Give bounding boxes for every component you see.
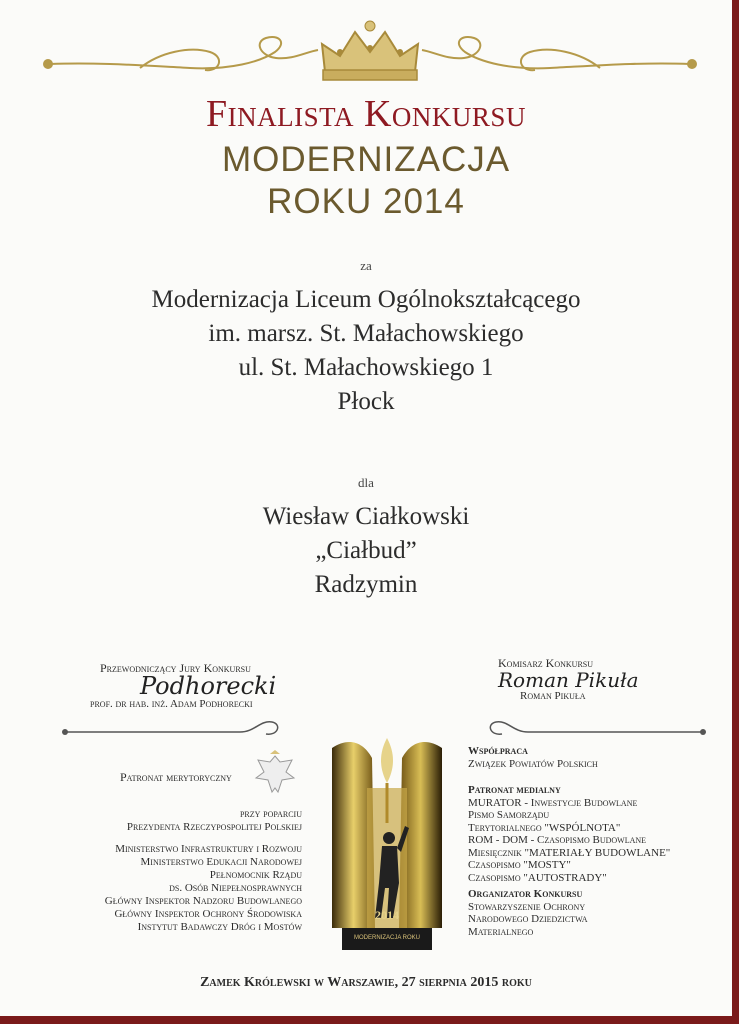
for-label: za	[360, 258, 372, 273]
jury-signature: Podhorecki	[140, 672, 277, 700]
organizer-line: Materialnego	[468, 925, 534, 938]
media-line: Pismo Samorządu	[468, 809, 550, 821]
crown-icon	[322, 21, 418, 80]
media-line: MURATOR - Inwestycje Budowlane	[468, 796, 638, 809]
media-line: Czasopismo "AUTOSTRADY"	[468, 871, 607, 884]
support-line: Prezydenta Rzeczypospolitej Polskiej	[126, 821, 302, 833]
flourish-left	[44, 37, 318, 70]
recipient-line: Radzymin	[314, 571, 418, 598]
commissioner-role: Komisarz Konkursu	[498, 656, 594, 670]
support-block	[127, 808, 302, 834]
cooperation-heading: Współpraca	[468, 745, 528, 757]
project-line: Płock	[337, 388, 395, 415]
media-line: Czasopismo "MOSTY"	[468, 859, 571, 871]
recipient-block	[0, 500, 732, 602]
commissioner-name: Roman Pikuła	[520, 690, 586, 702]
media-line: Miesięcznik "MATERIAŁY BUDOWLANE"	[468, 846, 671, 859]
organizer-line: Narodowego Dziedzictwa	[468, 913, 588, 925]
trophy-plate: MODERNIZACJA ROKU	[353, 935, 420, 941]
media-line: ROM - DOM - Czasopismo Budowlane	[468, 834, 647, 846]
to-label: dla	[358, 475, 374, 490]
institution-line: Ministerstwo Edukacji Narodowej	[140, 856, 302, 868]
institution-line: ds. Osób Niepełnosprawnych	[169, 882, 302, 894]
crown-ornament	[40, 12, 700, 87]
institution-line: Ministerstwo Infrastruktury i Rozwoju	[115, 843, 302, 855]
recipient-line: „Ciałbud”	[315, 537, 417, 564]
title-competition: MODERNIZACJA	[221, 140, 511, 179]
jury-role: Przewodniczący Jury Konkursu	[100, 661, 251, 675]
media-line: Terytorialnego "WSPÓLNOTA"	[468, 821, 621, 834]
flourish-right	[422, 37, 696, 70]
eagle-emblem-icon	[250, 748, 300, 798]
footer-location-date: Zamek Królewski w Warszawie, 27 sierpnia 2015 roku	[200, 975, 532, 990]
organizer-heading: Organizator Konkursu	[468, 888, 583, 900]
title-year: ROKU 2014	[267, 182, 465, 221]
cooperation-block	[468, 745, 598, 771]
patronage-heading: Patronat merytoryczny	[120, 770, 232, 784]
trophy-year: 2014	[375, 908, 399, 922]
organizer-block	[468, 888, 588, 938]
institution-line: Pełnomocnik Rządu	[209, 869, 302, 881]
media-heading: Patronat medialny	[468, 784, 561, 796]
project-block	[0, 283, 732, 419]
divider-left	[60, 712, 290, 742]
divider-right	[468, 712, 708, 742]
project-line: im. marsz. St. Małachowskiego	[208, 320, 524, 347]
institution-line: Główny Inspektor Nadzoru Budowlanego	[104, 895, 302, 907]
recipient-line: Wiesław Ciałkowski	[262, 503, 470, 530]
cooperation-line: Związek Powiatów Polskich	[468, 758, 598, 770]
institution-line: Główny Inspektor Ochrony Środowiska	[114, 908, 302, 920]
title-finalist: Finalista Konkursu	[206, 93, 526, 135]
project-line: Modernizacja Liceum Ogólnokształcącego	[151, 286, 581, 313]
commissioner-signature: Roman Pikuła	[498, 668, 639, 692]
jury-name: prof. dr hab. inż. Adam Podhorecki	[90, 698, 253, 710]
institutions-block	[105, 843, 302, 934]
project-line: ul. St. Małachowskiego 1	[238, 354, 494, 381]
support-line: przy poparciu	[239, 808, 302, 820]
media-block	[468, 784, 670, 884]
institution-line: Instytut Badawczy Dróg i Mostów	[137, 921, 302, 933]
organizer-line: Stowarzyszenie Ochrony	[468, 900, 586, 913]
